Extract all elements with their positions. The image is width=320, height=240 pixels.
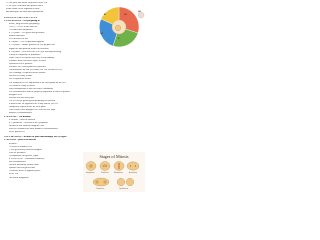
document-page <box>0 0 149 198</box>
text-line: Mitosis will then take place <box>9 97 35 99</box>
phase-label-g2: G2 <box>100 33 103 35</box>
stage-label-prophase: Prophase <box>101 172 109 174</box>
text-line: Spindle fibers begin to form <box>9 167 35 170</box>
text-line: c. G2 phase – further growth; the cell prepares the <box>9 44 56 47</box>
cell-illustration <box>115 25 121 31</box>
phase-label-s: S <box>118 38 120 40</box>
stage-label-telophase: Telophase <box>96 188 105 190</box>
cell-cycle-diagram <box>92 1 146 51</box>
mitosis-figure <box>83 152 145 192</box>
text-line: daughter cells <box>9 93 22 96</box>
text-line: Centrioles move to opposite poles <box>9 170 41 173</box>
phase-label-g1: G1 <box>124 14 127 16</box>
notes-text <box>4 2 94 180</box>
text-line: Cell increases in size <box>9 38 29 41</box>
text-line: Cell must be ready to divide <box>9 84 35 87</box>
daughter-nucleus-1 <box>95 180 98 183</box>
text-line: Nucleus is clearly visible <box>9 75 33 78</box>
stage-label-anaphase: Anaphase <box>129 172 138 174</box>
text-line: Each chromosome is now two sister chromatids <box>9 87 53 90</box>
daughter-cell-2 <box>126 178 134 186</box>
daughter-nucleus-2 <box>103 180 106 183</box>
phase-label-m: M <box>104 14 106 16</box>
text-line: b. S phase – DNA replication happens <box>9 41 45 44</box>
text-line: completely copied before the next phase <box>9 106 47 109</box>
text-line: a time frame of the organism's entire <box>6 8 40 11</box>
text-line: a. G1 phase – cell grows and performs <box>9 32 45 35</box>
text-line: organelles and proteins needed for division <box>9 47 49 50</box>
text-line: divide, long intervals (preparing) <box>9 22 40 25</box>
text-line: normal functions <box>9 35 25 38</box>
text-line: Some cells never divide once they reach maturity <box>9 56 55 59</box>
text-line: Produces more and more copies of itself <box>9 59 46 62</box>
text-line: and undergoes its birth and reproduction. <box>6 11 44 14</box>
text-line: number of chromosomes <box>9 112 32 115</box>
daughter-cell-1 <box>117 178 125 186</box>
text-line: • Two genetically identical daughter <box>9 148 43 151</box>
text-line: This ensures each daughter cell will have the right <box>9 109 56 112</box>
section-heading: 1. INTERPHASE – cell preparing to <box>4 19 40 22</box>
text-line: • Responsible for growth, repair <box>9 154 39 157</box>
text-line: • Divided into sub-phases <box>9 28 33 31</box>
text-line: The cell keeps growing and preparing for division <box>9 100 55 103</box>
stage-label-metaphase: Metaphase <box>114 172 123 174</box>
text-line: division <box>9 142 17 145</box>
mitosis-figure-title: Stages of Mitosis <box>99 154 129 159</box>
text-line: • Cell cycle is divided into phases that is <box>6 5 44 8</box>
text-line: Nuclear membrane breaks down <box>9 164 39 167</box>
text-line: b. Cytokinesis – division of the cytoplasm <box>9 121 48 124</box>
text-line: of the cell <box>9 173 19 176</box>
text-line: • Cells grow and divide to produce other cell <box>6 2 48 4</box>
text-line: It may be temporary or permanent <box>9 53 41 56</box>
text-line: Produces RNA and synthesizes proteins <box>9 66 46 69</box>
text-line: into chromosomes <box>9 161 26 164</box>
nucleus <box>89 164 93 168</box>
section-heading: CELL DIVISION – in order to grow and multiply, two (2) types: <box>4 136 68 139</box>
text-line: as the parent cell <box>9 131 25 134</box>
section-heading: 2. M PHASE – cell division <box>4 115 31 118</box>
text-line: Nucleolus disappears <box>9 176 29 179</box>
text-line: cells are produced <box>9 151 26 154</box>
anaphase-cell <box>127 162 139 170</box>
text-line: DNA replication occurs <box>9 78 31 81</box>
text-line: a. PROPHASE – chromatin condenses <box>9 157 45 160</box>
text-line: Chromosomes are not yet visible; the cell checks its DNA <box>9 69 63 72</box>
text-line: It makes sure all organelles are ready and the DNA is <box>9 103 58 106</box>
text-line: • cell (+/-) 90% of the total life <box>9 25 38 28</box>
text-line: Each cell contains the same number of chromosomes <box>9 127 58 130</box>
section-heading: STAGES OF THE CELL CYCLE <box>4 16 38 19</box>
text-line: The chromosomes must be properly duplicated in order to produce <box>9 90 71 93</box>
text-line: The completed DNA duplication is the checkpoint for the cell <box>9 81 66 84</box>
stage-label-cytokinesis: Cytokinesis <box>119 188 129 190</box>
section-heading: 1. MITOSIS – process of nuclear <box>4 139 37 142</box>
text-line: d. G0 phase – cells leave the cell cycle and stop dividing <box>9 50 62 53</box>
text-line: • Occurs in somatic cells <box>9 145 32 148</box>
text-line: a. Mitosis – nuclear division <box>9 118 36 121</box>
text-line: DNA damage is repaired before mitosis <box>9 72 46 75</box>
phase-label-g0: G0 <box>138 11 141 13</box>
text-line: Results in two identical daughter cells <box>9 124 45 127</box>
text-line: Synthesizes new proteins <box>9 62 33 65</box>
stage-label-interphase: Interphase <box>86 172 95 174</box>
